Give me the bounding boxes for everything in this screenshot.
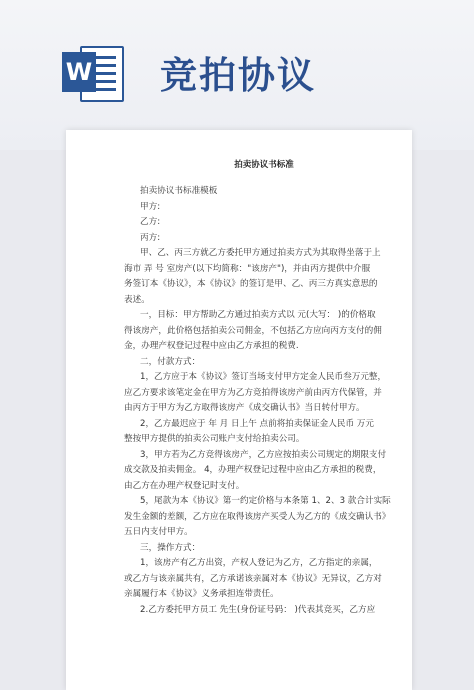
doc-line: 得该房产，此价格包括拍卖公司佣金，不包括乙方应向丙方支付的佣 <box>124 325 382 336</box>
word-badge: W <box>62 52 96 92</box>
page-title: 竞拍协议 <box>160 54 316 97</box>
doc-line: 乙方: <box>140 217 161 227</box>
doc-line: 二，付款方式： <box>140 356 201 367</box>
doc-line: 甲方: <box>140 201 161 212</box>
doc-line: 或乙方与该亲属共有，乙方承诺该亲属对本《协议》无异议，乙方对 <box>124 573 382 584</box>
doc-line: 成交款及拍卖佣金。 4，办理产权登记过程中应由乙方承担的税费， <box>124 465 382 475</box>
doc-line: 一，目标：甲方帮助乙方通过拍卖方式以 元(大写： )的价格取 <box>140 310 376 320</box>
document-title: 拍卖协议书标准 <box>234 160 294 170</box>
doc-line: 三，操作方式： <box>140 542 201 553</box>
doc-line: 表述。 <box>124 294 150 305</box>
doc-line: 整按甲方提供的拍卖公司账户支付给拍卖公司。 <box>124 434 305 444</box>
doc-line: 甲、乙、丙三方就乙方委托甲方通过拍卖方式为其取得坐落于上 <box>140 248 381 258</box>
doc-line: 2.乙方委托甲方员工 先生(身份证号码： )代表其竞买，乙方应 <box>140 604 376 615</box>
doc-line: 金，办理产权登记过程中应由乙方承担的税费. <box>124 341 299 351</box>
doc-line: 务签订本《协议》，本《协议》的签订是甲、乙、丙三方真实意思的 <box>124 279 378 289</box>
doc-line: 1，乙方应于本《协议》签订当场支付甲方定金人民币叁万元整， <box>140 372 387 382</box>
doc-line: 拍卖协议书标准模板 <box>140 186 218 196</box>
doc-line: 5，尾款为本《协议》第一约定价格与本条第 1、2、3 款合计实际 <box>140 496 391 506</box>
doc-line: 海市 弄 号 室房产(以下均简称："该房产")，并由丙方提供中介服 <box>124 263 371 274</box>
doc-line: 由丙方于甲方为乙方取得该房产《成交确认书》当日转付甲方。 <box>124 403 365 413</box>
document-content <box>84 148 391 618</box>
doc-line: 1，该房产有乙方出资，产权人登记为乙方，乙方指定的亲属， <box>140 558 378 568</box>
doc-line: 由乙方在办理产权登记时支付。 <box>124 480 245 491</box>
doc-line: 五日内支付甲方。 <box>124 527 193 537</box>
doc-line: 亲属履行本《协议》义务承担连带责任。 <box>124 589 279 599</box>
doc-line: 2，乙方最迟应于 年 月 日上午 点前将拍卖保证金人民币 万元 <box>140 418 374 429</box>
doc-line: 丙方: <box>140 232 161 243</box>
doc-line: 发生金额的差额，乙方应在取得该房产买受人为乙方的《成交确认书》 <box>124 511 391 522</box>
doc-line: 应乙方要求该笔定金在甲方为乙方竞拍得该房产前由丙方代保管，并 <box>124 387 382 398</box>
doc-line: 3，甲方若为乙方竞得该房产，乙方应按拍卖公司规定的期限支付 <box>140 449 387 460</box>
word-icon <box>62 44 124 100</box>
